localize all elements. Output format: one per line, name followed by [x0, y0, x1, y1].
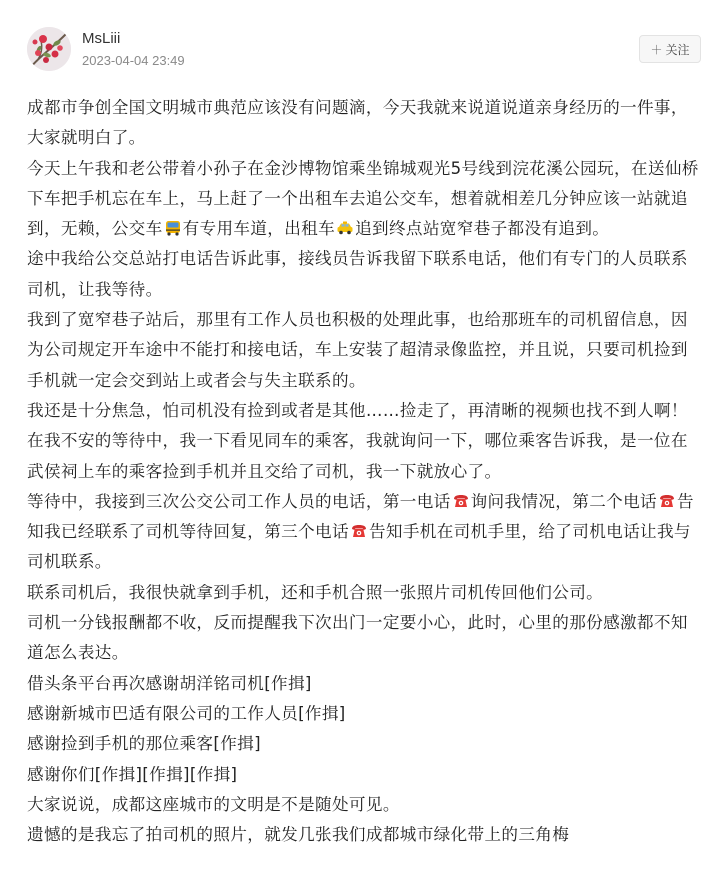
post-body: [27, 93, 703, 850]
post-paragraph: [27, 396, 703, 487]
paragraph-text: 借头条平台再次感谢胡洋铭司机[作揖]: [27, 673, 312, 693]
paragraph-text: 询问我情况，第二个电话: [470, 491, 657, 511]
paragraph-text: 联系司机后，我很快就拿到手机，还和手机合照一张照片司机传回他们公司。: [27, 582, 604, 602]
paragraph-text: 今天上午我和老公带着小孙子在金沙博物馆乘坐锦城观光5号线到浣花溪公园玩，在送仙桥下车把手机忘在车上，马上赶了一个出租车去追公交车，想着就相差几分钟应该一站就追到，无赖，公交车: [27, 158, 699, 239]
post-paragraph: [27, 790, 703, 820]
telephone-icon: [350, 522, 368, 540]
avatar[interactable]: [27, 27, 71, 71]
post-paragraph: [27, 760, 703, 790]
paragraph-text: 我还是十分焦急，怕司机没有捡到或者是其他……捡走了，再清晰的视频也找不到人啊！在我不安的等待中，我一下看见同车的乘客，我就询问一下，哪位乘客告诉我，是一位在武侯祠上车的乘客捡到手机并且交给了司机，我一下就放心了。: [27, 400, 688, 481]
post-paragraph: [27, 699, 703, 729]
post-paragraph: [27, 93, 703, 154]
paragraph-text: 追到终点站宽窄巷子都没有追到。: [355, 219, 610, 239]
paragraph-text: 等待中，我接到三次公交公司工作人员的电话，第一电话: [27, 491, 451, 511]
telephone-icon: [658, 492, 676, 510]
taxi-icon: [336, 219, 354, 237]
author-name[interactable]: MsLiii: [82, 30, 121, 47]
paragraph-text: 告知我已经联系了司机等待回复，第三个电话: [27, 491, 694, 542]
post-paragraph: [27, 669, 703, 699]
paragraph-text: 告知手机在司机手里，给了司机电话让我与司机联系。: [27, 522, 691, 572]
post-timestamp: 2023-04-04 23:49: [82, 53, 185, 68]
post-paragraph: [27, 154, 703, 245]
post-paragraph: [27, 305, 703, 396]
paragraph-text: 感谢你们[作揖][作揖][作揖]: [27, 764, 238, 784]
post-paragraph: [27, 820, 703, 850]
paragraph-text: 大家说说，成都这座城市的文明是不是随处可见。: [27, 794, 400, 814]
paragraph-text: 感谢新城市巴适有限公司的工作人员[作揖]: [27, 703, 346, 723]
paragraph-text: 成都市争创全国文明城市典范应该没有问题滴，今天我就来说道说道亲身经历的一件事，大家就明白了。: [27, 98, 688, 148]
post-header: [27, 27, 707, 79]
paragraph-text: 司机一分钱报酬都不收，反而提醒我下次出门一定要小心，此时，心里的那份感激都不知道怎么表达。: [27, 613, 688, 663]
follow-button[interactable]: [639, 35, 701, 63]
post-paragraph: [27, 608, 703, 669]
plus-icon: ＋: [650, 42, 663, 57]
paragraph-text: 我到了宽窄巷子站后，那里有工作人员也积极的处理此事，也给那班车的司机留信息，因为公司规定开车途中不能打和接电话，车上安装了超清录像监控，并且说，只要司机捡到手机就一定会交到站上或者会与失主联系的。: [27, 310, 688, 390]
post-paragraph: [27, 244, 703, 305]
telephone-icon: [452, 492, 470, 510]
paragraph-text: 感谢捡到手机的那位乘客[作揖]: [27, 734, 261, 754]
paragraph-text: 途中我给公交总站打电话告诉此事，接线员告诉我留下联系电话，他们有专门的人员联系司机，让我等待。: [27, 249, 688, 299]
post-paragraph: [27, 487, 703, 578]
bus-icon: [164, 219, 182, 237]
paragraph-text: 遗憾的是我忘了拍司机的照片，就发几张我们成都城市绿化带上的三角梅: [27, 825, 570, 845]
post-paragraph: [27, 729, 703, 759]
follow-button-label: 关注: [665, 42, 690, 57]
paragraph-text: 有专用车道，出租车: [182, 219, 336, 239]
post-paragraph: [27, 578, 703, 608]
